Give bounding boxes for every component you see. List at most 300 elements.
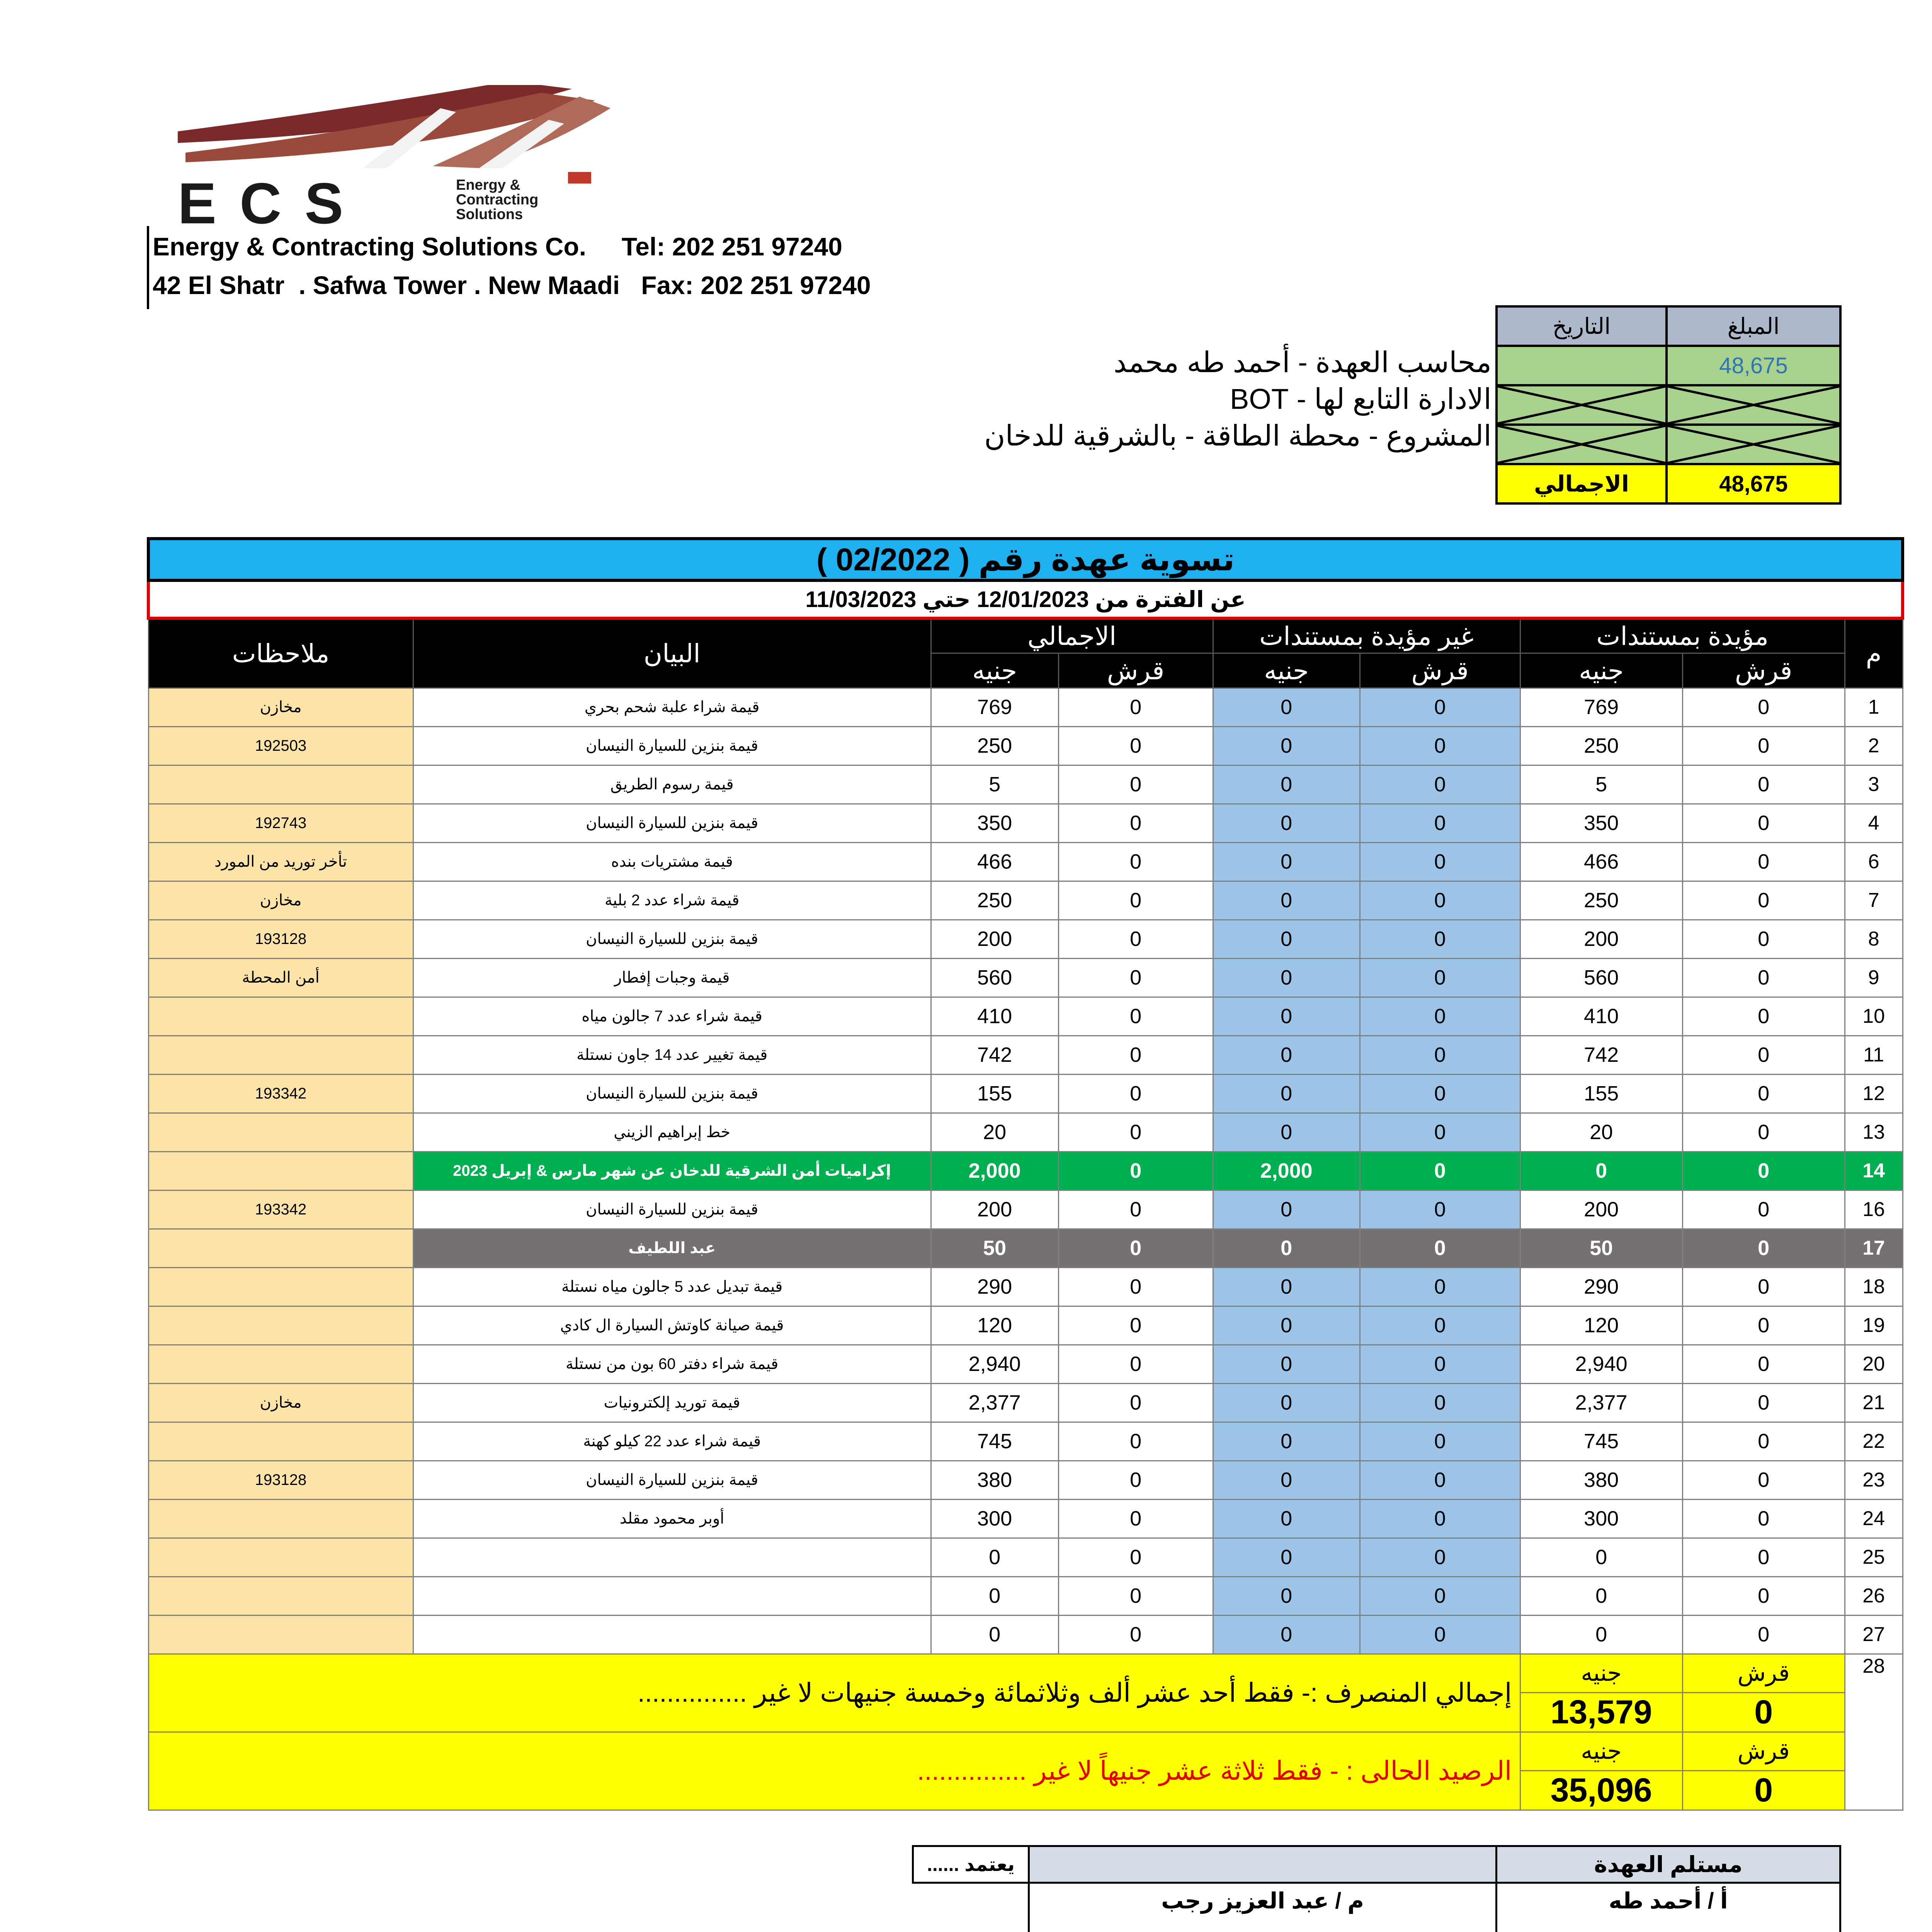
total-pound: 250	[931, 881, 1058, 920]
row-number: 23	[1845, 1461, 1903, 1499]
documented-piaster: 0	[1682, 1151, 1845, 1190]
date-header: التاريخ	[1497, 306, 1667, 346]
total-piaster: 0	[1058, 1499, 1213, 1538]
total-piaster: 0	[1058, 1267, 1213, 1306]
table-row	[148, 958, 1903, 997]
row-description: قيمة وجبات إفطار	[413, 958, 931, 997]
crossed-cell	[1497, 385, 1667, 425]
documented-pound: 0	[1520, 1615, 1682, 1654]
last-row-number: 28	[1845, 1654, 1903, 1810]
documented-piaster: 0	[1682, 804, 1845, 842]
row-description: قيمة رسوم الطريق	[413, 765, 931, 804]
row-number: 2	[1845, 726, 1903, 765]
row-number: 21	[1845, 1383, 1903, 1422]
table-row	[148, 1615, 1903, 1654]
total-piaster: 0	[1058, 881, 1213, 920]
row-description	[413, 1577, 931, 1615]
total-piaster: 0	[1058, 1306, 1213, 1345]
total-pound: 2,377	[931, 1383, 1058, 1422]
undocumented-pound: 2,000	[1213, 1151, 1360, 1190]
total-pound: 5	[931, 765, 1058, 804]
documented-pound: 466	[1520, 842, 1682, 881]
row-description: قيمة صيانة كاوتش السيارة ال كادي	[413, 1306, 931, 1345]
undocumented-piaster: 0	[1360, 1383, 1520, 1422]
notes-header: ملاحظات	[148, 618, 413, 688]
row-number: 11	[1845, 1036, 1903, 1074]
total-pound: 50	[931, 1229, 1058, 1267]
amount-cell: 48,675	[1667, 346, 1840, 385]
signature-table-receiver	[912, 1845, 1841, 1932]
logo-wordmark: ECS	[178, 171, 367, 236]
row-description: قيمة بنزين للسيارة النيسان	[413, 920, 931, 958]
undocumented-piaster: 0	[1360, 1461, 1520, 1499]
row-number: 26	[1845, 1577, 1903, 1615]
company-line-2: 42 El Shatr . Safwa Tower . New Maadi Fax: 202 251 97240	[153, 271, 871, 299]
department-line: الادارة التابع لها - BOT	[1230, 383, 1492, 415]
row-description: قيمة بنزين للسيارة النيسان	[413, 1461, 931, 1499]
undocumented-pound: 0	[1213, 1422, 1360, 1461]
row-number: 22	[1845, 1422, 1903, 1461]
table-row	[148, 1229, 1903, 1267]
undocumented-pound: 0	[1213, 1538, 1360, 1577]
row-number: 12	[1845, 1074, 1903, 1113]
undocumented-pound: 0	[1213, 1267, 1360, 1306]
piaster-header: قرش	[1360, 653, 1520, 688]
undocumented-pound: 0	[1213, 1113, 1360, 1151]
documented-pound: 250	[1520, 726, 1682, 765]
undocumented-piaster: 0	[1360, 765, 1520, 804]
total-piaster: 0	[1058, 1151, 1213, 1190]
undocumented-piaster: 0	[1360, 1113, 1520, 1151]
row-description	[413, 1615, 931, 1654]
row-number: 1	[1845, 688, 1903, 726]
undocumented-piaster: 0	[1360, 1074, 1520, 1113]
total-spent-text: إجمالي المنصرف :- فقط أحد عشر ألف وثلاثمائة وخمسة جنيهات لا غير ...............	[148, 1654, 1520, 1732]
total-piaster: 0	[1058, 1538, 1213, 1577]
table-row	[148, 1190, 1903, 1229]
documented-pound: 2,377	[1520, 1383, 1682, 1422]
total-pound: 200	[931, 920, 1058, 958]
row-number: 14	[1845, 1151, 1903, 1190]
total-pound: 745	[931, 1422, 1058, 1461]
row-description: قيمة بنزين للسيارة النيسان	[413, 726, 931, 765]
undocumented-pound: 0	[1213, 1306, 1360, 1345]
documented-piaster: 0	[1682, 1577, 1845, 1615]
row-note	[148, 1345, 413, 1383]
undocumented-header: غير مؤيدة بمستندات	[1213, 618, 1520, 653]
table-row	[148, 1422, 1903, 1461]
documented-pound: 5	[1520, 765, 1682, 804]
documented-pound: 2,940	[1520, 1345, 1682, 1383]
row-description: قيمة شراء عدد 7 جالون مياه	[413, 997, 931, 1036]
row-description: قيمة تغيير عدد 14 جاون نستلة	[413, 1036, 931, 1074]
undocumented-pound: 0	[1213, 1383, 1360, 1422]
row-note: 193128	[148, 920, 413, 958]
documented-pound: 350	[1520, 804, 1682, 842]
documented-pound: 742	[1520, 1036, 1682, 1074]
documented-piaster: 0	[1682, 1036, 1845, 1074]
total-piaster: 0	[1058, 1074, 1213, 1113]
undocumented-piaster: 0	[1360, 920, 1520, 958]
table-row	[148, 765, 1903, 804]
row-number: 7	[1845, 881, 1903, 920]
undocumented-pound: 0	[1213, 1036, 1360, 1074]
balance-pound: 35,096	[1520, 1770, 1682, 1810]
documented-piaster: 0	[1682, 920, 1845, 958]
total-pound: 769	[931, 688, 1058, 726]
table-row	[148, 1461, 1903, 1499]
total-pound: 200	[931, 1190, 1058, 1229]
row-note	[148, 1538, 413, 1577]
receiver-label: مستلم العهدة	[1497, 1846, 1840, 1883]
documented-piaster: 0	[1682, 842, 1845, 881]
row-number: 16	[1845, 1190, 1903, 1229]
row-number: 18	[1845, 1267, 1903, 1306]
total-piaster: 0	[1058, 1113, 1213, 1151]
row-note	[148, 1499, 413, 1538]
row-description: خط إبراهيم الزيني	[413, 1113, 931, 1151]
undocumented-piaster: 0	[1360, 1267, 1520, 1306]
table-row	[148, 1113, 1903, 1151]
undocumented-piaster: 0	[1360, 1577, 1520, 1615]
row-description: قيمة مشتريات بنده	[413, 842, 931, 881]
table-row	[148, 1267, 1903, 1306]
row-note	[148, 1229, 413, 1267]
row-note	[148, 765, 413, 804]
table-row	[148, 1306, 1903, 1345]
documented-pound: 290	[1520, 1267, 1682, 1306]
row-description: قيمة شراء علبة شحم بحري	[413, 688, 931, 726]
row-note	[148, 1113, 413, 1151]
row-number: 17	[1845, 1229, 1903, 1267]
total-piaster: 0	[1058, 1229, 1213, 1267]
total-piaster: 0	[1058, 765, 1213, 804]
current-balance-text: الرصيد الحالى : - فقط ثلاثة عشر جنيهاً لا غير ...............	[148, 1732, 1520, 1810]
documented-piaster: 0	[1682, 881, 1845, 920]
row-number: 6	[1845, 842, 1903, 881]
settlement-table	[147, 537, 1904, 1811]
documented-piaster: 0	[1682, 1345, 1845, 1383]
undocumented-piaster: 0	[1360, 1306, 1520, 1345]
row-number: 27	[1845, 1615, 1903, 1654]
header-rule	[147, 226, 149, 309]
undocumented-piaster: 0	[1360, 958, 1520, 997]
row-note	[148, 997, 413, 1036]
total-value: 48,675	[1667, 464, 1840, 503]
documented-pound: 300	[1520, 1499, 1682, 1538]
row-number: 13	[1845, 1113, 1903, 1151]
table-row	[148, 726, 1903, 765]
crossed-cell	[1667, 385, 1840, 425]
piaster-label: قرش	[1682, 1654, 1845, 1692]
undocumented-pound: 0	[1213, 1461, 1360, 1499]
row-number: 4	[1845, 804, 1903, 842]
documented-pound: 769	[1520, 688, 1682, 726]
piaster-header: قرش	[1682, 653, 1845, 688]
row-number: 9	[1845, 958, 1903, 997]
undocumented-piaster: 0	[1360, 804, 1520, 842]
total-piaster: 0	[1058, 726, 1213, 765]
total-header: الاجمالي	[931, 618, 1213, 653]
undocumented-piaster: 0	[1360, 881, 1520, 920]
documented-pound: 745	[1520, 1422, 1682, 1461]
total-piaster: 0	[1058, 1345, 1213, 1383]
table-row	[148, 920, 1903, 958]
documented-piaster: 0	[1682, 1113, 1845, 1151]
receiver-name: أ / أحمد طه	[1497, 1883, 1840, 1932]
empty-cell	[913, 1883, 1029, 1932]
undocumented-pound: 0	[1213, 765, 1360, 804]
row-note	[148, 1422, 413, 1461]
summary-box	[1495, 305, 1842, 505]
total-piaster: 0	[1058, 1422, 1213, 1461]
pound-header: جنيه	[1520, 653, 1682, 688]
row-note	[148, 1615, 413, 1654]
total-pound: 0	[931, 1577, 1058, 1615]
undocumented-piaster: 0	[1360, 1422, 1520, 1461]
table-row	[148, 804, 1903, 842]
total-piaster: 0	[1058, 1190, 1213, 1229]
row-description: قيمة بنزين للسيارة النيسان	[413, 804, 931, 842]
row-note: 193342	[148, 1074, 413, 1113]
documented-pound: 155	[1520, 1074, 1682, 1113]
custodian-line: محاسب العهدة - أحمد طه محمد	[1113, 346, 1492, 378]
balance-piaster: 0	[1682, 1770, 1845, 1810]
project-line: المشروع - محطة الطاقة - بالشرقية للدخان	[984, 420, 1492, 452]
table-row	[148, 1577, 1903, 1615]
undocumented-piaster: 0	[1360, 1538, 1520, 1577]
undocumented-piaster: 0	[1360, 1499, 1520, 1538]
row-number: 10	[1845, 997, 1903, 1036]
documented-pound: 560	[1520, 958, 1682, 997]
amount-header: المبلغ	[1667, 306, 1840, 346]
total-pound: 2,940	[931, 1345, 1058, 1383]
settlement-period: عن الفترة من 12/01/2023 حتي 11/03/2023	[148, 580, 1903, 618]
row-number: 25	[1845, 1538, 1903, 1577]
undocumented-pound: 0	[1213, 881, 1360, 920]
total-pound: 300	[931, 1499, 1058, 1538]
table-row	[148, 1151, 1903, 1190]
total-label: الاجمالي	[1497, 464, 1667, 503]
undocumented-piaster: 0	[1360, 1229, 1520, 1267]
documented-piaster: 0	[1682, 1383, 1845, 1422]
row-note	[148, 1151, 413, 1190]
undocumented-piaster: 0	[1360, 997, 1520, 1036]
documented-pound: 200	[1520, 1190, 1682, 1229]
total-piaster: 0	[1058, 1461, 1213, 1499]
documented-pound: 410	[1520, 997, 1682, 1036]
documented-piaster: 0	[1682, 1615, 1845, 1654]
total-piaster: 0	[1058, 997, 1213, 1036]
undocumented-pound: 0	[1213, 804, 1360, 842]
undocumented-pound: 0	[1213, 1615, 1360, 1654]
documented-piaster: 0	[1682, 726, 1845, 765]
undocumented-piaster: 0	[1360, 842, 1520, 881]
pound-header: جنيه	[1213, 653, 1360, 688]
total-pound: 20	[931, 1113, 1058, 1151]
documented-pound: 0	[1520, 1151, 1682, 1190]
table-row	[148, 997, 1903, 1036]
documented-piaster: 0	[1682, 1538, 1845, 1577]
total-pound: 120	[931, 1306, 1058, 1345]
row-number: 19	[1845, 1306, 1903, 1345]
row-note	[148, 1036, 413, 1074]
pound-label: جنيه	[1520, 1732, 1682, 1770]
documented-pound: 120	[1520, 1306, 1682, 1345]
row-note	[148, 1267, 413, 1306]
undocumented-piaster: 0	[1360, 688, 1520, 726]
table-row	[148, 688, 1903, 726]
total-piaster: 0	[1058, 842, 1213, 881]
undocumented-pound: 0	[1213, 997, 1360, 1036]
date-cell	[1497, 346, 1667, 385]
undocumented-piaster: 0	[1360, 1345, 1520, 1383]
undocumented-piaster: 0	[1360, 1190, 1520, 1229]
documented-pound: 50	[1520, 1229, 1682, 1267]
blank-header	[1029, 1846, 1497, 1883]
total-pound: 350	[931, 804, 1058, 842]
total-pound: 155	[931, 1074, 1058, 1113]
piaster-label: قرش	[1682, 1732, 1845, 1770]
undocumented-pound: 0	[1213, 1229, 1360, 1267]
row-number: 24	[1845, 1499, 1903, 1538]
documented-piaster: 0	[1682, 1422, 1845, 1461]
documented-pound: 250	[1520, 881, 1682, 920]
undocumented-piaster: 0	[1360, 1615, 1520, 1654]
undocumented-pound: 0	[1213, 1074, 1360, 1113]
undocumented-pound: 0	[1213, 1499, 1360, 1538]
row-description: أوبر محمود مقلد	[413, 1499, 931, 1538]
total-pound: 0	[931, 1615, 1058, 1654]
table-row	[148, 1074, 1903, 1113]
row-description: قيمة بنزين للسيارة النيسان	[413, 1074, 931, 1113]
crossed-cell	[1497, 425, 1667, 464]
piaster-header: قرش	[1058, 653, 1213, 688]
row-description: قيمة بنزين للسيارة النيسان	[413, 1190, 931, 1229]
documented-piaster: 0	[1682, 958, 1845, 997]
row-number: 20	[1845, 1345, 1903, 1383]
total-pound: 2,000	[931, 1151, 1058, 1190]
documented-pound: 200	[1520, 920, 1682, 958]
table-row	[148, 881, 1903, 920]
row-description	[413, 1538, 931, 1577]
row-description: قيمة شراء عدد 2 بلية	[413, 881, 931, 920]
table-row	[148, 1345, 1903, 1383]
total-piaster: 0	[1058, 920, 1213, 958]
crossed-cell	[1667, 425, 1840, 464]
row-note	[148, 1306, 413, 1345]
documented-pound: 0	[1520, 1538, 1682, 1577]
total-pound: 466	[931, 842, 1058, 881]
total-spent-pound: 13,579	[1520, 1692, 1682, 1732]
documented-pound: 0	[1520, 1577, 1682, 1615]
table-row	[148, 1383, 1903, 1422]
total-pound: 560	[931, 958, 1058, 997]
row-description: قيمة تبديل عدد 5 جالون مياه نستلة	[413, 1267, 931, 1306]
total-piaster: 0	[1058, 1383, 1213, 1422]
logo-subtext: Energy & Contracting Solutions	[456, 177, 539, 223]
undocumented-pound: 0	[1213, 958, 1360, 997]
undocumented-pound: 0	[1213, 1345, 1360, 1383]
undocumented-pound: 0	[1213, 1577, 1360, 1615]
total-pound: 0	[931, 1538, 1058, 1577]
row-description: قيمة توريد إلكترونيات	[413, 1383, 931, 1422]
documented-piaster: 0	[1682, 1229, 1845, 1267]
undocumented-piaster: 0	[1360, 726, 1520, 765]
documented-piaster: 0	[1682, 1074, 1845, 1113]
documented-pound: 20	[1520, 1113, 1682, 1151]
row-note: 192503	[148, 726, 413, 765]
row-description: إكراميات أمن الشرقية للدخان عن شهر مارس & إبريل 2023	[413, 1151, 931, 1190]
total-piaster: 0	[1058, 1615, 1213, 1654]
row-note: مخازن	[148, 1383, 413, 1422]
row-note: 192743	[148, 804, 413, 842]
documented-piaster: 0	[1682, 1461, 1845, 1499]
table-row	[148, 1538, 1903, 1577]
total-pound: 290	[931, 1267, 1058, 1306]
row-note: مخازن	[148, 688, 413, 726]
row-note: 193128	[148, 1461, 413, 1499]
documented-header: مؤيدة بمستندات	[1520, 618, 1845, 653]
total-pound: 742	[931, 1036, 1058, 1074]
undocumented-piaster: 0	[1360, 1036, 1520, 1074]
approve-label: يعتمد ......	[913, 1846, 1029, 1883]
col-num-header: م	[1845, 618, 1903, 688]
documented-pound: 380	[1520, 1461, 1682, 1499]
total-piaster: 0	[1058, 804, 1213, 842]
total-pound: 250	[931, 726, 1058, 765]
documented-piaster: 0	[1682, 1267, 1845, 1306]
settlement-title: تسوية عهدة رقم ( 02/2022 )	[148, 539, 1903, 580]
row-note: 193342	[148, 1190, 413, 1229]
approver-name: م / عبد العزيز رجب	[1029, 1883, 1497, 1932]
row-description: قيمة شراء دفتر 60 بون من نستلة	[413, 1345, 931, 1383]
table-row	[148, 1499, 1903, 1538]
total-piaster: 0	[1058, 1577, 1213, 1615]
description-header: البيان	[413, 618, 931, 688]
pound-label: جنيه	[1520, 1654, 1682, 1692]
table-row	[148, 1036, 1903, 1074]
table-row	[148, 842, 1903, 881]
row-number: 8	[1845, 920, 1903, 958]
undocumented-piaster: 0	[1360, 1151, 1520, 1190]
undocumented-pound: 0	[1213, 1190, 1360, 1229]
row-description: قيمة شراء عدد 22 كيلو كهنة	[413, 1422, 931, 1461]
row-description: عبد اللطيف	[413, 1229, 931, 1267]
undocumented-pound: 0	[1213, 920, 1360, 958]
undocumented-pound: 0	[1213, 688, 1360, 726]
total-pound: 380	[931, 1461, 1058, 1499]
row-note: أمن المحطة	[148, 958, 413, 997]
documented-piaster: 0	[1682, 765, 1845, 804]
row-note	[148, 1577, 413, 1615]
documented-piaster: 0	[1682, 688, 1845, 726]
total-piaster: 0	[1058, 958, 1213, 997]
total-spent-piaster: 0	[1682, 1692, 1845, 1732]
pound-header: جنيه	[931, 653, 1058, 688]
total-piaster: 0	[1058, 688, 1213, 726]
company-line-1: Energy & Contracting Solutions Co. Tel: 202 251 97240	[153, 232, 842, 261]
total-piaster: 0	[1058, 1036, 1213, 1074]
undocumented-pound: 0	[1213, 842, 1360, 881]
documented-piaster: 0	[1682, 1190, 1845, 1229]
undocumented-pound: 0	[1213, 726, 1360, 765]
row-note: مخازن	[148, 881, 413, 920]
row-number: 3	[1845, 765, 1903, 804]
documented-piaster: 0	[1682, 997, 1845, 1036]
documented-piaster: 0	[1682, 1306, 1845, 1345]
total-pound: 410	[931, 997, 1058, 1036]
